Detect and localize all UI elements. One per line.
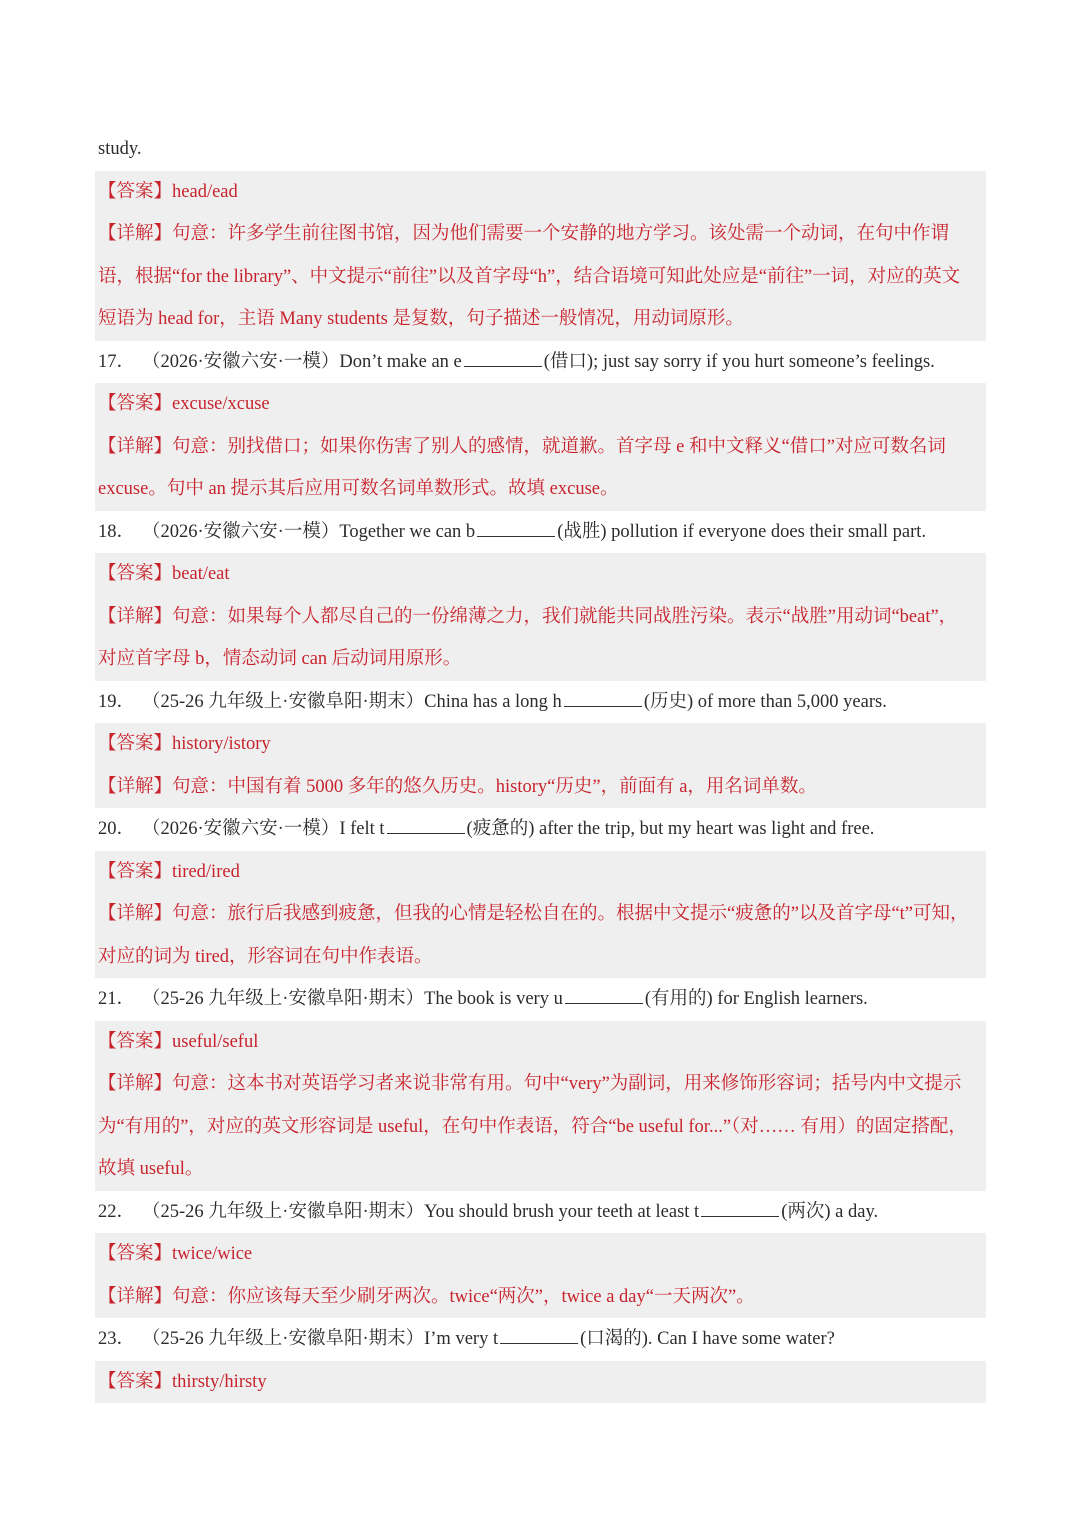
answer-label: 【答案】 [98,394,173,414]
question-text-after: (疲惫的) after the trip, but my heart was light and free. [466,819,875,839]
question-text-after: (战胜) pollution if everyone does their small part. [557,521,927,542]
answer-value: beat/eat [172,564,230,584]
question-text-after: (历史) of more than 5,000 years. [643,691,887,712]
answer-box [95,553,986,681]
answer-value: tired/ired [172,861,240,882]
detail-line [95,298,986,341]
answer-box [95,383,986,511]
detail-line [95,1106,986,1149]
detail-line [95,1148,986,1191]
answer-blank[interactable] [477,522,555,537]
detail-text: 对应首字母 b，情态动词 can 后动词用原形。 [98,649,462,669]
detail-label: 【详解】 [98,1074,173,1094]
question-text-before: I’m very t [424,1329,499,1349]
answer-line [95,171,986,214]
answer-line [95,1233,986,1276]
detail-text: 句意：如果每个人都尽自己的一份绵薄之力，我们就能共同战胜污染。表示“战胜”用动词“beat”， [172,606,958,627]
answer-blank[interactable] [387,819,465,834]
detail-label: 【详解】 [98,436,173,457]
detail-line [95,638,986,681]
question-text-before: Together we can b [339,521,476,542]
detail-text: 为“有用的”，对应的英文形容词是 useful，在句中作表语，符合“be useful for...”（对…… 有用）的固定搭配， [98,1116,967,1137]
question-source: （25-26 九年级上·安徽阜阳·期末） [142,1201,425,1222]
document-page [95,128,986,1403]
answer-value: excuse/xcuse [172,394,270,414]
question-number: 19． [98,691,136,712]
detail-line [95,936,986,979]
answer-blank[interactable] [701,1202,779,1217]
detail-text: 对应的词为 tired，形容词在句中作表语。 [98,946,433,967]
answer-box [95,851,986,979]
detail-line [95,468,986,511]
answer-value: useful/seful [172,1031,259,1052]
detail-text: 句意：许多学生前往图书馆，因为他们需要一个安静的地方学习。该处需一个动词，在句中作谓 [172,224,950,244]
detail-line [95,893,986,936]
answer-line [95,1361,986,1404]
question-text-after: (两次) a day. [781,1201,879,1222]
question-line [95,511,986,554]
question-text-after: (口渴的). Can I have some water? [580,1329,835,1349]
detail-label: 【详解】 [98,224,173,244]
detail-line [95,596,986,639]
question-text-after: (借口); just say sorry if you hurt someone’s feelings. [543,351,935,372]
question-line [95,1318,986,1361]
answer-label: 【答案】 [98,1371,173,1392]
detail-line [95,256,986,299]
detail-text: 句意：旅行后我感到疲惫，但我的心情是轻松自在的。根据中文提示“疲惫的”以及首字母“t”可知， [172,904,969,924]
question-number: 17． [98,351,136,372]
question-line [95,681,986,724]
answer-blank[interactable] [500,1329,578,1344]
answer-label: 【答案】 [98,861,173,882]
answer-label: 【答案】 [98,734,173,754]
answer-box [95,171,986,341]
detail-text: 句意：这本书对英语学习者来说非常有用。句中“very”为副词，用来修饰形容词；括号内中文提示 [172,1074,962,1094]
answer-line [95,383,986,426]
answer-value: thirsty/hirsty [172,1371,267,1392]
detail-label: 【详解】 [98,776,173,797]
answer-box [95,1233,986,1318]
question-text-before: Don’t make an e [339,351,462,372]
answer-line [95,553,986,596]
detail-line [95,1276,986,1319]
answer-label: 【答案】 [98,1031,173,1052]
detail-label: 【详解】 [98,1286,173,1307]
answer-box [95,1361,986,1404]
detail-text: 句意：你应该每天至少刷牙两次。twice“两次”，twice a day“一天两次”。 [172,1286,755,1307]
answer-label: 【答案】 [98,1244,173,1264]
detail-line [95,766,986,809]
answer-value: history/istory [172,734,271,754]
question-number: 22． [98,1201,136,1222]
detail-text: 语，根据“for the library”、中文提示“前往”以及首字母“h”，结合语境可知此处应是“前往”一词，对应的英文 [98,266,961,287]
detail-line [95,426,986,469]
answer-line [95,851,986,894]
detail-text: 句意：别找借口；如果你伤害了别人的感情，就道歉。首字母 e 和中文释义“借口”对应可数名词 [172,436,946,457]
question-line [95,808,986,851]
answer-box [95,1021,986,1191]
answer-box [95,723,986,808]
answer-line [95,1021,986,1064]
answer-value: head/ead [172,181,238,202]
detail-label: 【详解】 [98,904,173,924]
question-source: （2026·安徽六安·一模） [142,351,340,372]
question-number: 21． [98,989,136,1009]
answer-blank[interactable] [565,989,643,1004]
question-line [95,1191,986,1234]
answer-label: 【答案】 [98,181,173,202]
answer-label: 【答案】 [98,564,173,584]
question-text-before: China has a long h [424,691,562,712]
detail-text: 故填 useful。 [98,1159,204,1179]
detail-text: 短语为 head for，主语 Many students 是复数，句子描述一般情况，用动词原形。 [98,309,744,329]
question-continuation: study. [98,139,142,159]
detail-label: 【详解】 [98,606,173,627]
question-line [95,978,986,1021]
detail-text: excuse。句中 an 提示其后应用可数名词单数形式。故填 excuse。 [98,479,619,499]
question-text-before: You should brush your teeth at least t [424,1201,700,1222]
question-source: （2026·安徽六安·一模） [142,819,340,839]
answer-blank[interactable] [464,352,542,367]
answer-value: twice/wice [172,1244,253,1264]
question-source: （25-26 九年级上·安徽阜阳·期末） [142,1329,425,1349]
question-number: 20． [98,819,136,839]
answer-blank[interactable] [564,692,642,707]
question-number: 23． [98,1329,136,1349]
question-text-before: I felt t [339,819,385,839]
answer-line [95,723,986,766]
detail-line [95,213,986,256]
detail-line [95,1063,986,1106]
question-line [95,341,986,384]
question-text-after: (有用的) for English learners. [644,989,868,1009]
question-number: 18． [98,521,136,542]
question-text-before: The book is very u [424,989,563,1009]
question-source: （2026·安徽六安·一模） [142,521,340,542]
detail-text: 句意：中国有着 5000 多年的悠久历史。history“历史”，前面有 a，用名词单数。 [172,776,817,797]
question-source: （25-26 九年级上·安徽阜阳·期末） [142,691,425,712]
question-source: （25-26 九年级上·安徽阜阳·期末） [142,989,425,1009]
